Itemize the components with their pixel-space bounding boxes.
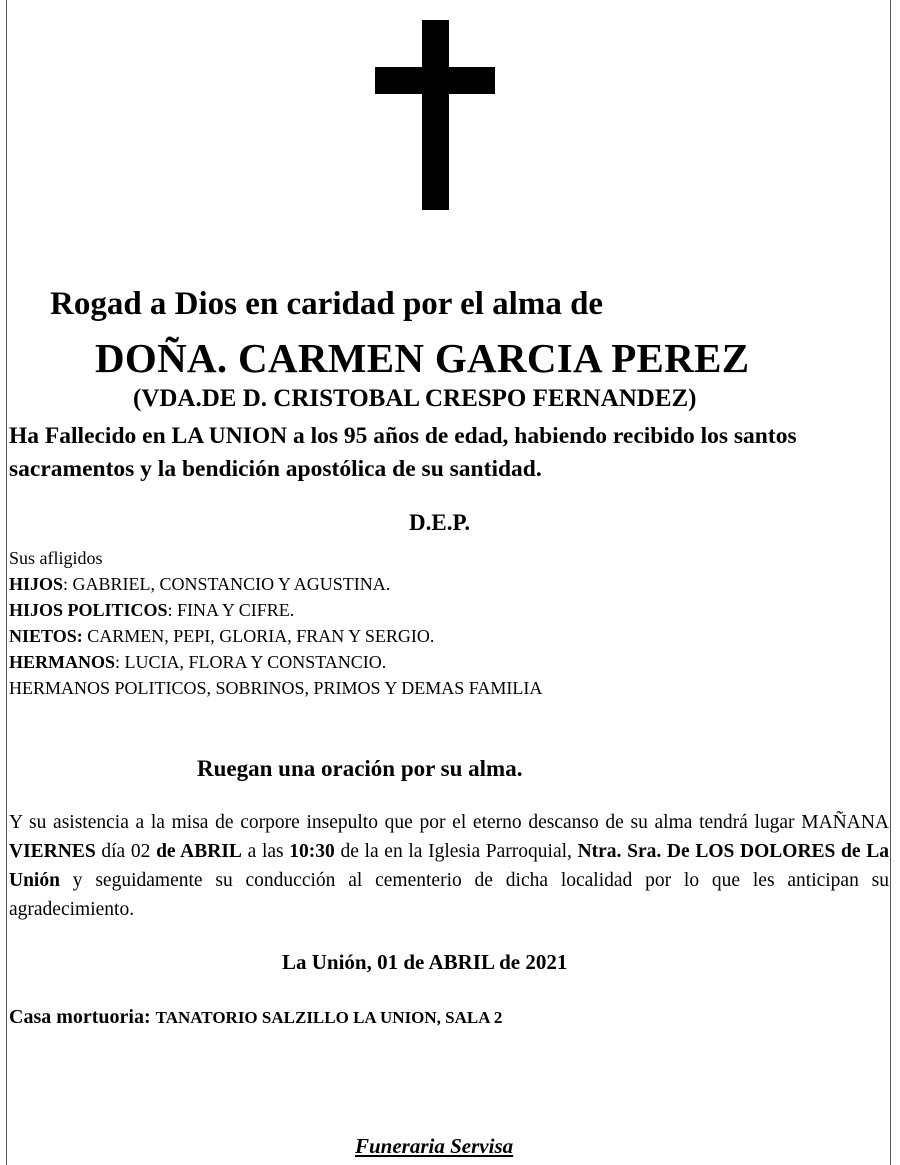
mass-church: Ntra. Sra. De LOS DOLORES de La Unión	[9, 841, 889, 891]
mass-text-3: a las	[241, 841, 290, 862]
mass-details	[9, 808, 889, 924]
cross-horizontal-bar	[375, 67, 495, 94]
mass-text-4: de la en la Iglesia Parroquial,	[334, 841, 578, 862]
family-list	[9, 545, 542, 701]
mass-day: VIERNES	[9, 841, 96, 862]
family-row-others: HERMANOS POLITICOS, SOBRINOS, PRIMOS Y DEMAS FAMILIA	[9, 678, 543, 698]
family-row-children	[9, 571, 542, 597]
siblings-names: : LUCIA, FLORA Y CONSTANCIO.	[115, 652, 387, 672]
mass-text-5: y seguidamente su conducción al cementerio de dicha localidad por lo que les anticipan su agradecimiento.	[9, 870, 889, 920]
family-row-siblings	[9, 649, 542, 675]
grandchildren-names: CARMEN, PEPI, GLORIA, FRAN Y SERGIO.	[82, 626, 435, 646]
family-row-inlaws	[9, 597, 542, 623]
dep-line: D.E.P.	[409, 510, 471, 535]
children-label: HIJOS	[9, 574, 64, 594]
mass-text-1: Y su asistencia a la misa de corpore insepulto que por el eterno descanso de su alma tendrá lugar MAÑANA	[9, 812, 889, 833]
family-intro: Sus afligidos	[9, 548, 103, 568]
inlaws-names: : FINA Y CIFRE.	[167, 600, 295, 620]
widow-of-line: (VDA.DE D. CRISTOBAL CRESPO FERNANDEZ)	[133, 385, 697, 412]
cross-icon	[375, 20, 495, 210]
grandchildren-label: NIETOS:	[9, 626, 83, 646]
cross-vertical-bar	[422, 20, 449, 210]
deceased-name: DOÑA. CARMEN GARCIA PEREZ	[95, 335, 750, 381]
siblings-label: HERMANOS	[9, 652, 116, 672]
funeral-company: Funeraria Servisa	[355, 1134, 514, 1158]
intro-line: Rogad a Dios en caridad por el alma de	[50, 286, 604, 322]
obituary-page	[6, 0, 891, 1165]
funeral-home-label: Casa mortuoria:	[9, 1006, 151, 1028]
mass-time: 10:30	[289, 841, 335, 862]
mass-text-2: día 02	[95, 841, 157, 862]
inlaws-label: HIJOS POLITICOS	[9, 600, 168, 620]
funeral-home	[9, 1006, 502, 1029]
death-notice: Ha Fallecido en LA UNION a los 95 años de edad, habiendo recibido los santos sacramentos y la bendición apostólica de su santidad.	[9, 423, 797, 482]
children-names: : GABRIEL, CONSTANCIO Y AGUSTINA.	[63, 574, 391, 594]
prayer-request: Ruegan una oración por su alma.	[197, 756, 523, 781]
family-row-grandchildren	[9, 623, 542, 649]
mass-month: de ABRIL	[156, 841, 242, 862]
funeral-home-value: TANATORIO SALZILLO LA UNION, SALA 2	[155, 1008, 503, 1027]
date-line: La Unión, 01 de ABRIL de 2021	[282, 950, 568, 974]
